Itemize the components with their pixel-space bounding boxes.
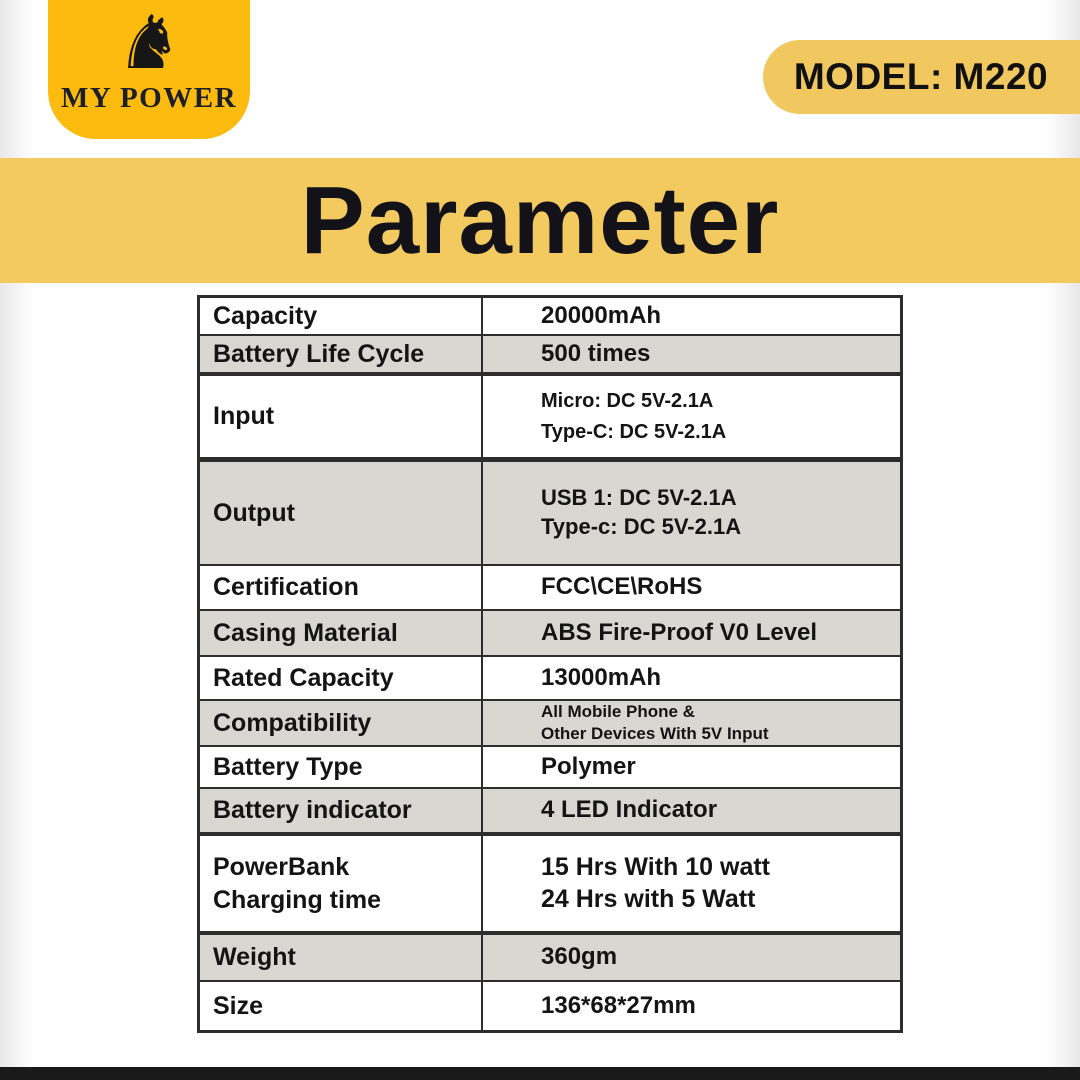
spec-table (197, 295, 903, 1033)
brand-name: MY POWER (60, 82, 238, 114)
spec-value: Polymer (541, 752, 636, 780)
spec-value: 13000mAh (541, 663, 662, 691)
table-row (200, 566, 900, 611)
title-banner (0, 158, 1080, 283)
spec-value: USB 1: DC 5V-2.1A Type-c: DC 5V-2.1A (541, 485, 742, 539)
spec-value: FCC\CE\RoHS (541, 573, 703, 601)
spec-label: Size (200, 982, 483, 1030)
spec-label: Input (200, 376, 483, 457)
spec-label: Compatibility (200, 701, 483, 745)
table-row (200, 789, 900, 836)
spec-value: 136*68*27mm (541, 991, 696, 1019)
model-badge (763, 40, 1080, 114)
brand-badge (48, 0, 250, 139)
table-row (200, 336, 900, 376)
spec-label: PowerBank Charging time (200, 836, 483, 931)
spec-value: ABS Fire-Proof V0 Level (541, 618, 818, 646)
spec-value: 20000mAh (541, 301, 662, 329)
model-badge-label: MODEL: M220 (793, 56, 1049, 97)
table-row (200, 982, 900, 1030)
spec-value: 4 LED Indicator (541, 796, 718, 824)
spec-label: Rated Capacity (200, 657, 483, 699)
table-row (200, 611, 900, 657)
spec-label: Capacity (200, 298, 483, 334)
spec-label: Battery indicator (200, 789, 483, 832)
table-row (200, 657, 900, 701)
table-row (200, 376, 900, 462)
spec-label: Certification (200, 566, 483, 609)
page-title: Parameter (300, 166, 780, 274)
horse-icon: ♞ (115, 0, 183, 86)
spec-value: 15 Hrs With 10 watt 24 Hrs with 5 Watt (541, 853, 771, 913)
spec-label: Output (200, 462, 483, 564)
spec-label: Weight (200, 935, 483, 980)
table-row (200, 298, 900, 336)
spec-value: 500 times (541, 339, 651, 367)
spec-label: Battery Life Cycle (200, 336, 483, 372)
spec-value: All Mobile Phone & Other Devices With 5V Input (541, 701, 769, 743)
table-row (200, 935, 900, 982)
spec-value: 360gm (541, 943, 618, 971)
table-row (200, 462, 900, 566)
table-row (200, 701, 900, 747)
spec-value: Micro: DC 5V-2.1A Type-C: DC 5V-2.1A (541, 389, 727, 443)
spec-label: Casing Material (200, 611, 483, 655)
spec-label: Battery Type (200, 747, 483, 787)
table-row (200, 836, 900, 935)
bottom-bar (0, 1067, 1080, 1080)
table-row (200, 747, 900, 789)
